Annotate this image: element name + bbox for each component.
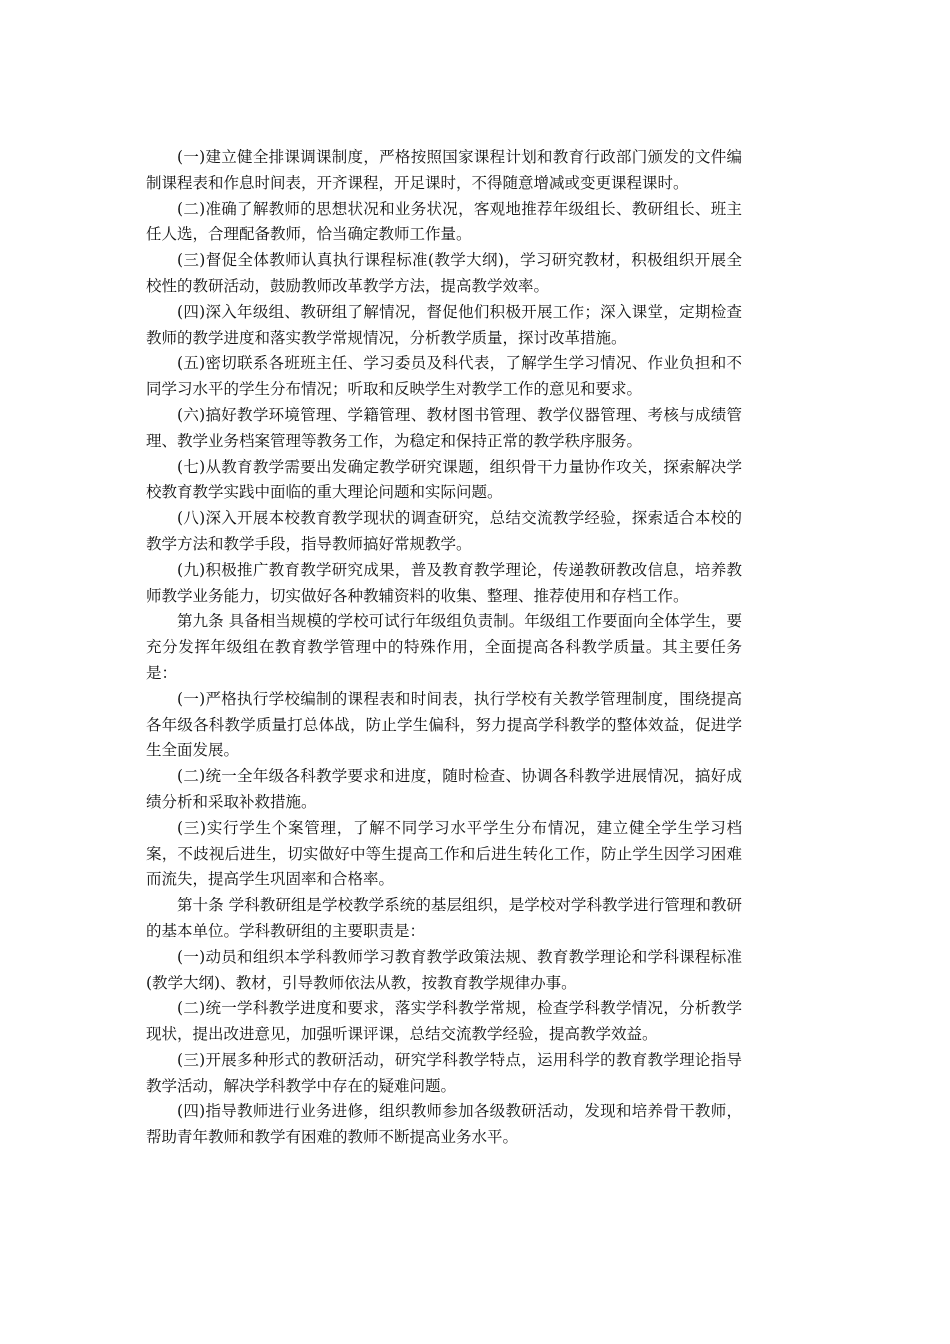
paragraph-unify-progress: (二)统一学科教学进度和要求，落实学科教学常规，检查学科教学情况，分析教学现状，提出改进意见，加强听课评课，总结交流教学经验，提高教学效益。 (146, 999, 742, 1044)
paragraph-promote-results: (九)积极推广教育教学研究成果，普及教育教学理论，传递教研教改信息，培养教师教学业务能力，切实做好各种教辅资料的收集、整理、推荐使用和存档工作。 (146, 560, 742, 605)
paragraph-teacher-assignment: (二)准确了解教师的思想状况和业务状况，客观地推荐年级组长、教研组长、班主任人选，合理配备教师，恰当确定教师工作量。 (146, 199, 742, 244)
paragraph-curriculum-standards: (三)督促全体教师认真执行课程标准(教学大纲)，学习研究教材，积极组织开展全校性的教研活动，鼓励教师改革教学方法，提高教学效率。 (146, 251, 742, 295)
paragraph-student-case-management: (三)实行学生个案管理，了解不同学习水平学生分布情况，建立健全学生学习档案，不歧视后进生，切实做好中等生提高工作和后进生转化工作，防止学生因学习困难而流失，提高学生巩固率和合格率。 (146, 818, 742, 889)
paragraph-mobilize-teachers: (一)动员和组织本学科教师学习教育教学政策法规、教育教学理论和学科课程标准(教学大纲)、教材，引导教师依法从教，按教育教学规律办事。 (146, 947, 742, 992)
paragraph-survey-research: (八)深入开展本校教育教学现状的调查研究，总结交流教学经验，探索适合本校的教学方法和教学手段，指导教师搞好常规教学。 (146, 509, 742, 553)
paragraph-teaching-research-activities: (三)开展多种形式的教研活动，研究学科教学特点，运用科学的教育教学理论指导教学活动，解决学科教学中存在的疑难问题。 (146, 1050, 742, 1095)
paragraph-professional-development: (四)指导教师进行业务进修，组织教师参加各级教研活动，发现和培养骨干教师，帮助青年教师和教学有困难的教师不断提高业务水平。 (146, 1102, 742, 1147)
paragraph-execute-timetable: (一)严格执行学校编制的课程表和时间表，执行学校有关教学管理制度，围绕提高各年级各科教学质量打总体战，防止学生偏科，努力提高学科教学的整体效益，促进学生全面发展。 (146, 689, 742, 760)
article-nine: 第九条 具备相当规模的学校可试行年级组负责制。年级组工作要面向全体学生，要充分发挥年级组在教育教学管理中的特殊作用，全面提高各科教学质量。其主要任务是： (146, 612, 742, 682)
paragraph-unify-requirements: (二)统一全年级各科教学要求和进度，随时检查、协调各科教学进展情况，搞好成绩分析和采取补救措施。 (146, 767, 742, 811)
paragraph-grade-group-inspection: (四)深入年级组、教研组了解情况，督促他们积极开展工作；深入课堂，定期检查教师的教学进度和落实教学常规情况，分析教学质量，探讨改革措施。 (146, 302, 742, 347)
paragraph-student-liaison: (五)密切联系各班班主任、学习委员及科代表，了解学生学习情况、作业负担和不同学习水平的学生分布情况；听取和反映学生对教学工作的意见和要求。 (146, 354, 742, 399)
document-page (146, 145, 742, 1151)
paragraph-scheduling: (一)建立健全排课调课制度，严格按照国家课程计划和教育行政部门颁发的文件编制课程表和作息时间表，开齐课程，开足课时，不得随意增减或变更课程课时。 (146, 148, 742, 192)
paragraph-academic-affairs: (六)搞好教学环境管理、学籍管理、教材图书管理、教学仪器管理、考核与成绩管理、教学业务档案管理等教务工作，为稳定和保持正常的教学秩序服务。 (146, 405, 742, 450)
article-ten: 第十条 学科教研组是学校教学系统的基层组织，是学校对学科教学进行管理和教研的基本单位。学科教研组的主要职责是： (146, 896, 742, 940)
paragraph-research-topics: (七)从教育教学需要出发确定教学研究课题，组织骨干力量协作攻关，探索解决学校教育教学实践中面临的重大理论问题和实际问题。 (146, 457, 742, 502)
